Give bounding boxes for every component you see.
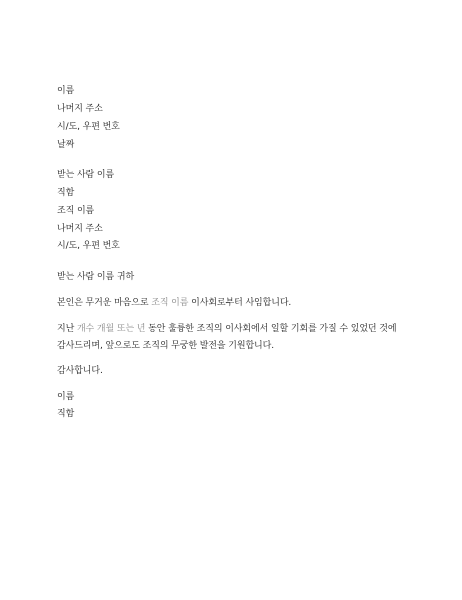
recipient-city-zip: 시/도, 우편 번호 xyxy=(57,241,120,251)
body2-after: 동안 훌륭한 조직의 이사회에서 일할 기회를 가질 수 있었던 것에 xyxy=(145,324,397,334)
recipient-address-rest: 나머지 주소 xyxy=(57,224,103,234)
body-paragraph-2-line-2: 감사드리며, 앞으로도 조직의 무궁한 발전을 기원합니다. xyxy=(57,341,274,351)
body1-after: 이사회로부터 사임합니다. xyxy=(188,298,292,308)
sender-name: 이름 xyxy=(57,86,75,96)
body-paragraph-1 xyxy=(57,298,291,309)
signature-title: 직함 xyxy=(57,409,75,419)
recipient-org: 조직 이름 xyxy=(57,206,95,216)
letter-date: 날짜 xyxy=(57,140,75,150)
body1-before: 본인은 무거운 마음으로 xyxy=(57,298,152,308)
body2-before: 지난 xyxy=(57,324,77,334)
period-placeholder[interactable]: 개수 개월 또는 년 xyxy=(76,324,146,334)
signature-name: 이름 xyxy=(57,392,75,402)
salutation: 받는 사람 이름 귀하 xyxy=(57,272,135,282)
recipient-name: 받는 사람 이름 xyxy=(57,170,115,180)
recipient-title: 직함 xyxy=(57,188,75,198)
org-name-placeholder[interactable]: 조직 이름 xyxy=(151,298,189,308)
sender-city-zip: 시/도, 우편 번호 xyxy=(57,122,120,132)
body-paragraph-2-line-1 xyxy=(57,324,396,335)
closing: 감사합니다. xyxy=(57,366,103,376)
sender-address-rest: 나머지 주소 xyxy=(57,104,103,114)
